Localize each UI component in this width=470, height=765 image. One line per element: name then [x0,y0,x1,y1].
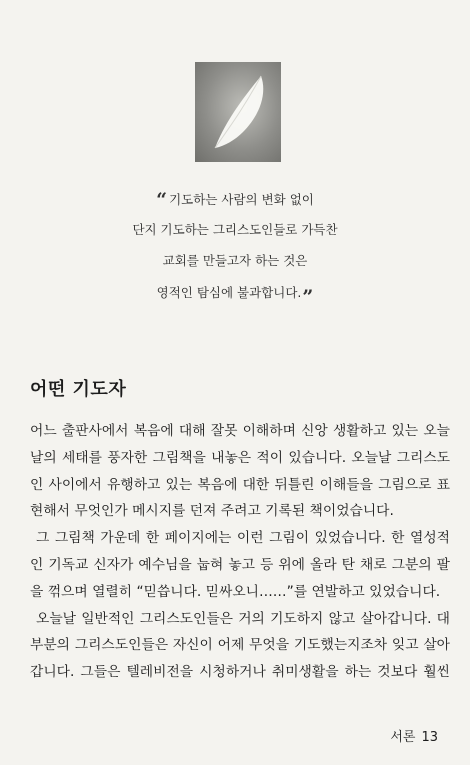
section-label: 서론 [390,730,416,745]
quote-line [0,214,470,245]
body-line: 오늘날 일반적인 그리스도인들은 거의 기도하지 않고 살아갑니다. 대 [36,610,450,627]
quote-line-text: 기도하는 사람의 변화 없이 [169,192,314,207]
quote-line-text: 교회를 만들고자 하는 것은 [162,253,308,268]
pull-quote [0,183,470,307]
body-text [30,418,450,686]
body-line: 그 그림책 가운데 한 페이지에는 이런 그림이 있었습니다. 한 열성적 [36,530,450,547]
feather-icon [195,62,281,162]
open-quote-mark: “ [156,189,168,211]
feather-illustration [195,62,281,162]
body-line: 인 사이에서 유행하고 있는 복음에 대한 뒤틀린 이해들을 그림으로 표 [30,476,450,493]
body-line: 인 기독교 신자가 예수님을 눕혀 놓고 등 위에 올라 탄 채로 그분의 팔 [30,556,450,573]
section-heading: 어떤 기도자 [30,379,127,400]
close-quote-mark: ” [302,286,314,308]
body-line: 현해서 무엇인가 메시지를 던져 주려고 기록된 책이었습니다. [30,503,394,520]
quote-line-text: 단지 기도하는 그리스도인들로 가득찬 [132,222,338,237]
quote-line [0,276,470,307]
quote-line-text: 영적인 탐심에 불과합니다. [156,285,302,300]
body-line: 어느 출판사에서 복음에 대해 잘못 이해하며 신앙 생활하고 있는 오늘 [30,423,450,439]
body-line: 을 꺾으며 열렬히 “믿씁니다. 믿싸오니……”를 연발하고 있었습니다. [30,583,441,600]
body-line: 갑니다. 그들은 텔레비전을 시청하거나 취미생활을 하는 것보다 훨씬 [30,664,450,681]
quote-line [0,245,470,276]
body-line: 날의 세태를 풍자한 그림책을 내놓은 적이 있습니다. 오늘날 그리스도 [30,449,450,466]
page-footer [390,726,438,745]
quote-line [0,183,470,214]
page-number: 13 [421,730,438,745]
body-line: 부분의 그리스도인들은 자신이 어제 무엇을 기도했는지조차 잊고 살아 [30,637,451,654]
